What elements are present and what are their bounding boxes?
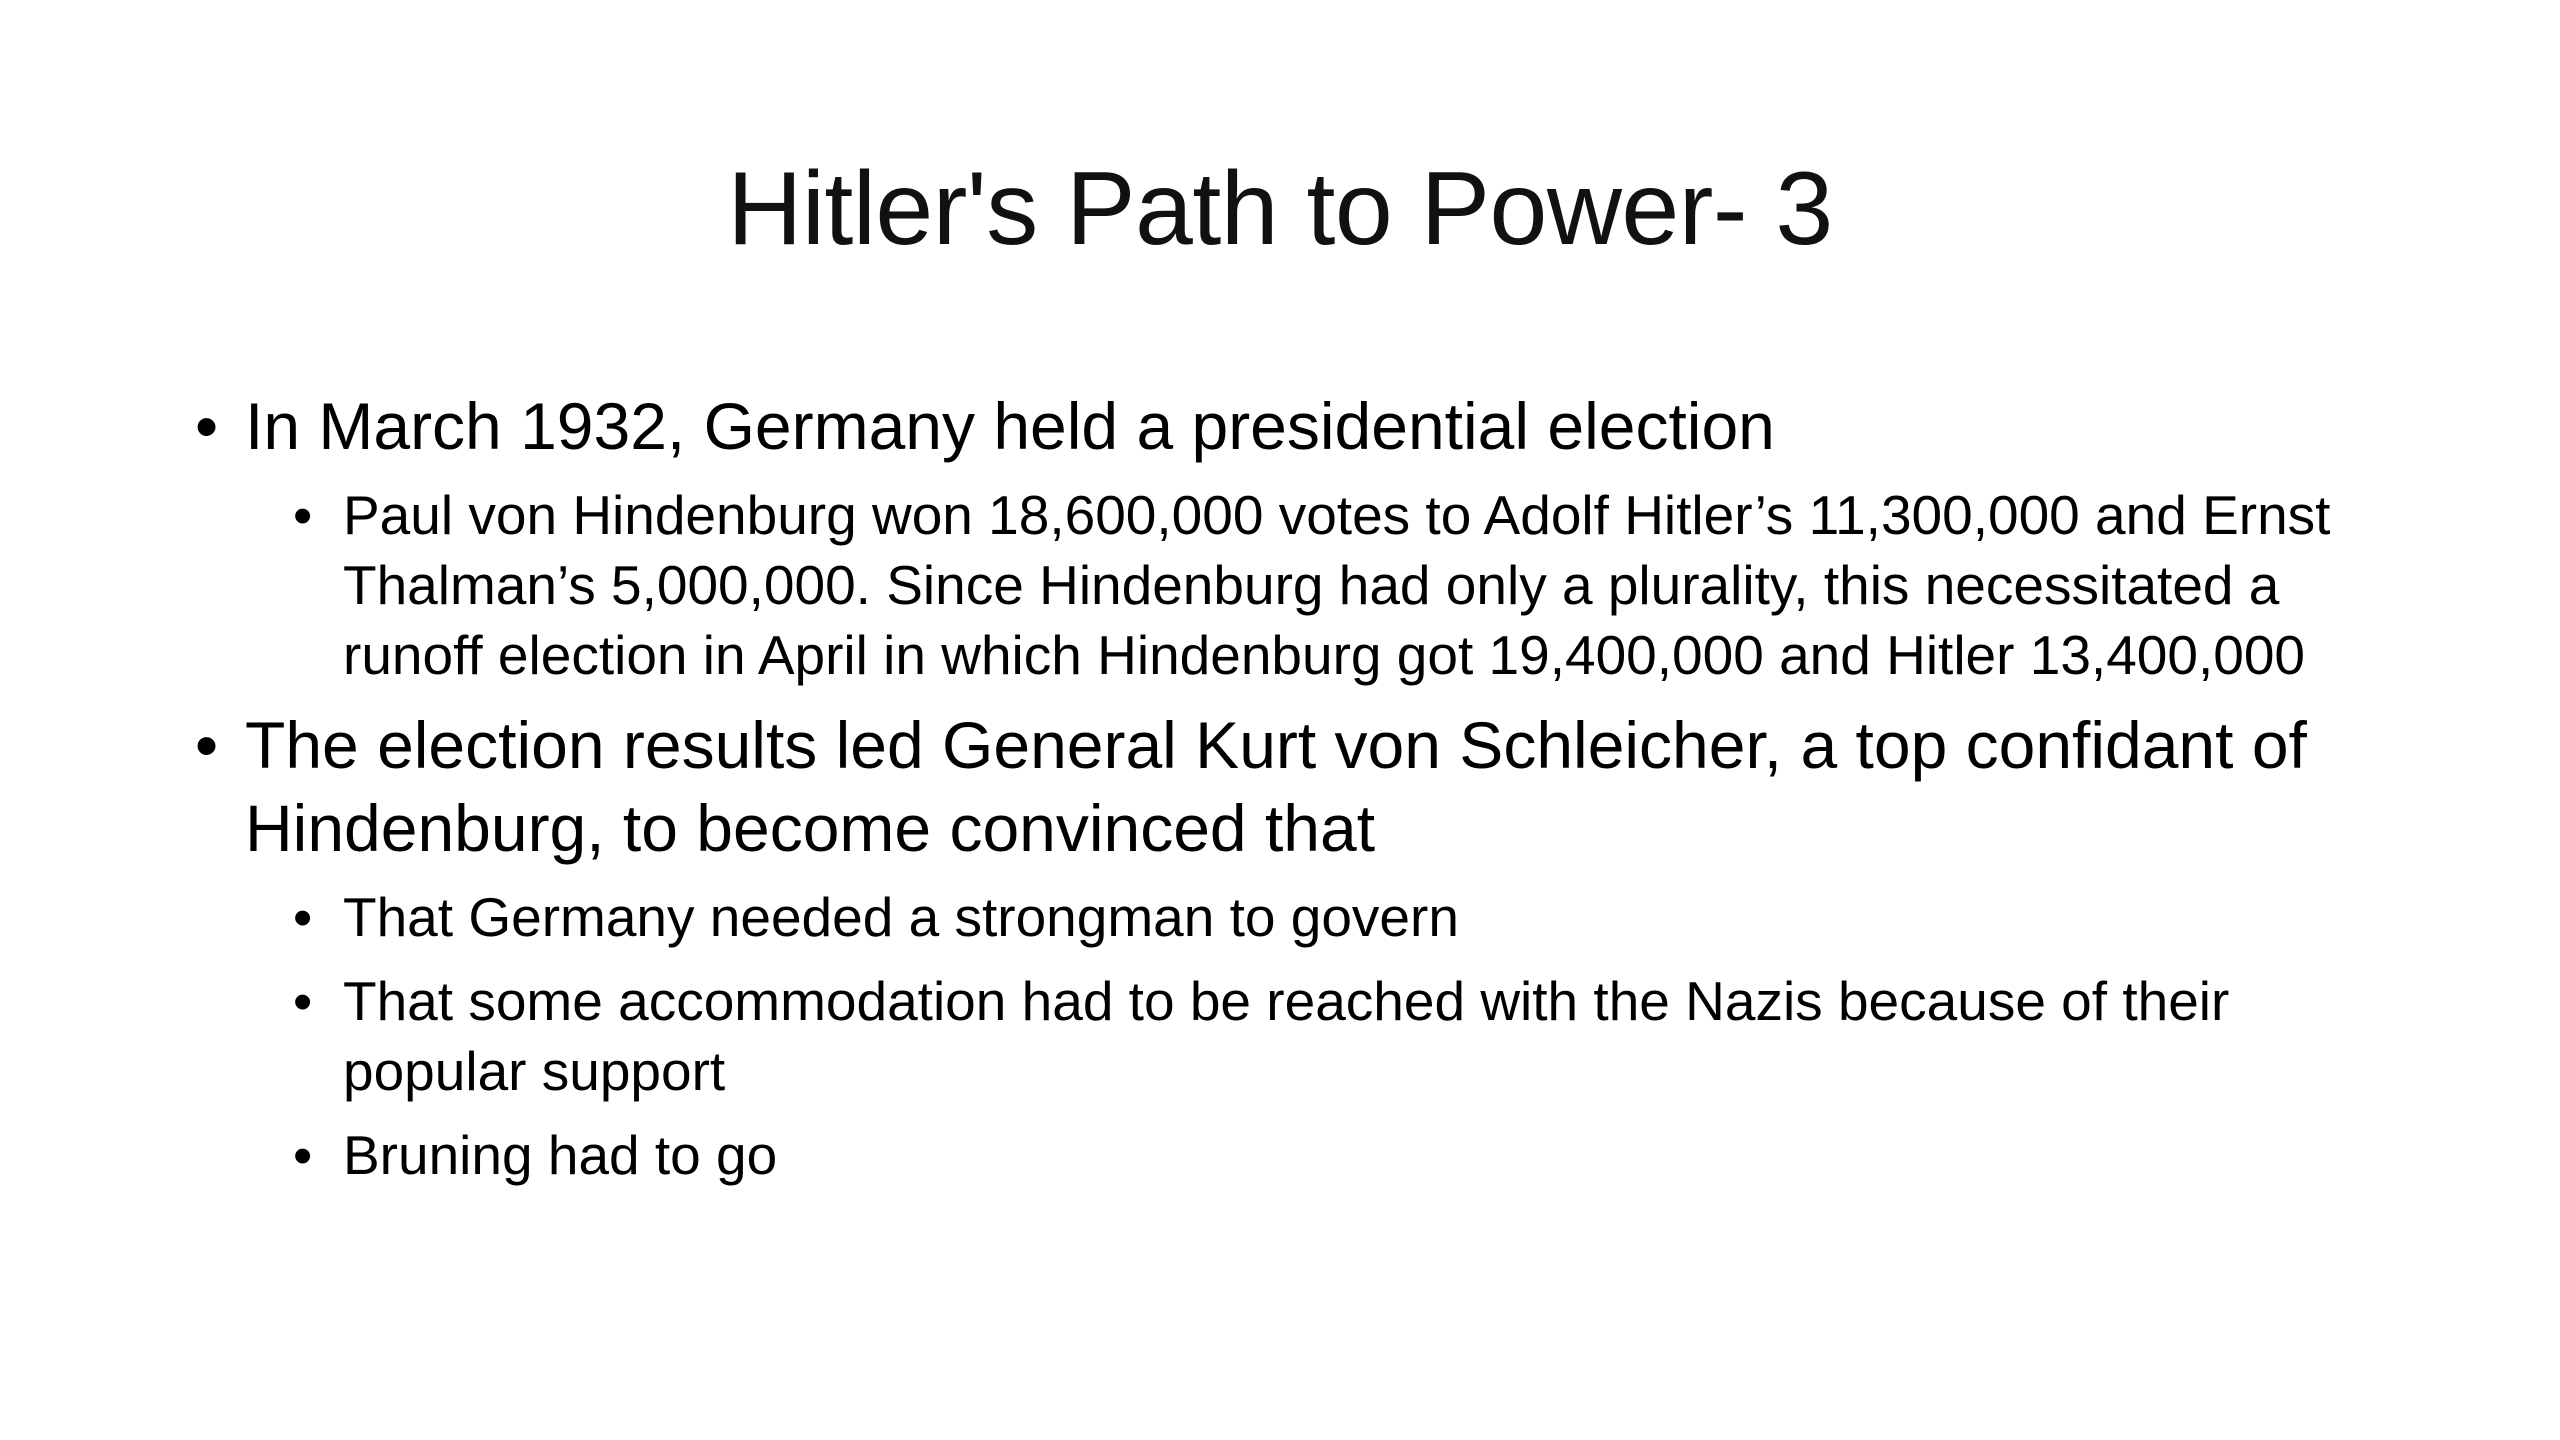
bullet-text: In March 1932, Germany held a presidential election: [245, 389, 1775, 463]
sub-bullet-list: [293, 882, 2415, 1190]
sub-bullet-text: That some accommodation had to be reached with the Nazis because of their popular support: [343, 970, 2230, 1102]
bullet-point: [195, 704, 2415, 1190]
sub-bullet-text: That Germany needed a strongman to govern: [343, 886, 1459, 948]
bullet-icon: •: [293, 886, 313, 948]
bullet-list: [195, 385, 2415, 1190]
slide-content: [195, 385, 2415, 1204]
sub-bullet-point: [293, 882, 2415, 952]
sub-bullet-text: Bruning had to go: [343, 1124, 778, 1186]
bullet-text: The election results led General Kurt von Schleicher, a top confidant of Hindenburg, to become convinced that: [245, 708, 2307, 865]
sub-bullet-point: [293, 480, 2415, 690]
bullet-icon: •: [195, 389, 219, 463]
bullet-icon: •: [293, 1124, 313, 1186]
sub-bullet-list: [293, 480, 2415, 690]
bullet-icon: •: [293, 970, 313, 1032]
sub-bullet-point: [293, 966, 2415, 1106]
slide-title: Hitler's Path to Power- 3: [727, 151, 1833, 267]
bullet-icon: •: [293, 484, 313, 546]
bullet-icon: •: [195, 708, 219, 782]
sub-bullet-text: Paul von Hindenburg won 18,600,000 votes to Adolf Hitler’s 11,300,000 and Ernst Thalman’s 5,000,000. Since Hindenburg had only a plurality, this necessitated a runoff election in April in which Hindenburg got 19,400,000 and Hitler 13,400,000: [343, 484, 2331, 686]
bullet-point: [195, 385, 2415, 690]
sub-bullet-point: [293, 1120, 2415, 1190]
